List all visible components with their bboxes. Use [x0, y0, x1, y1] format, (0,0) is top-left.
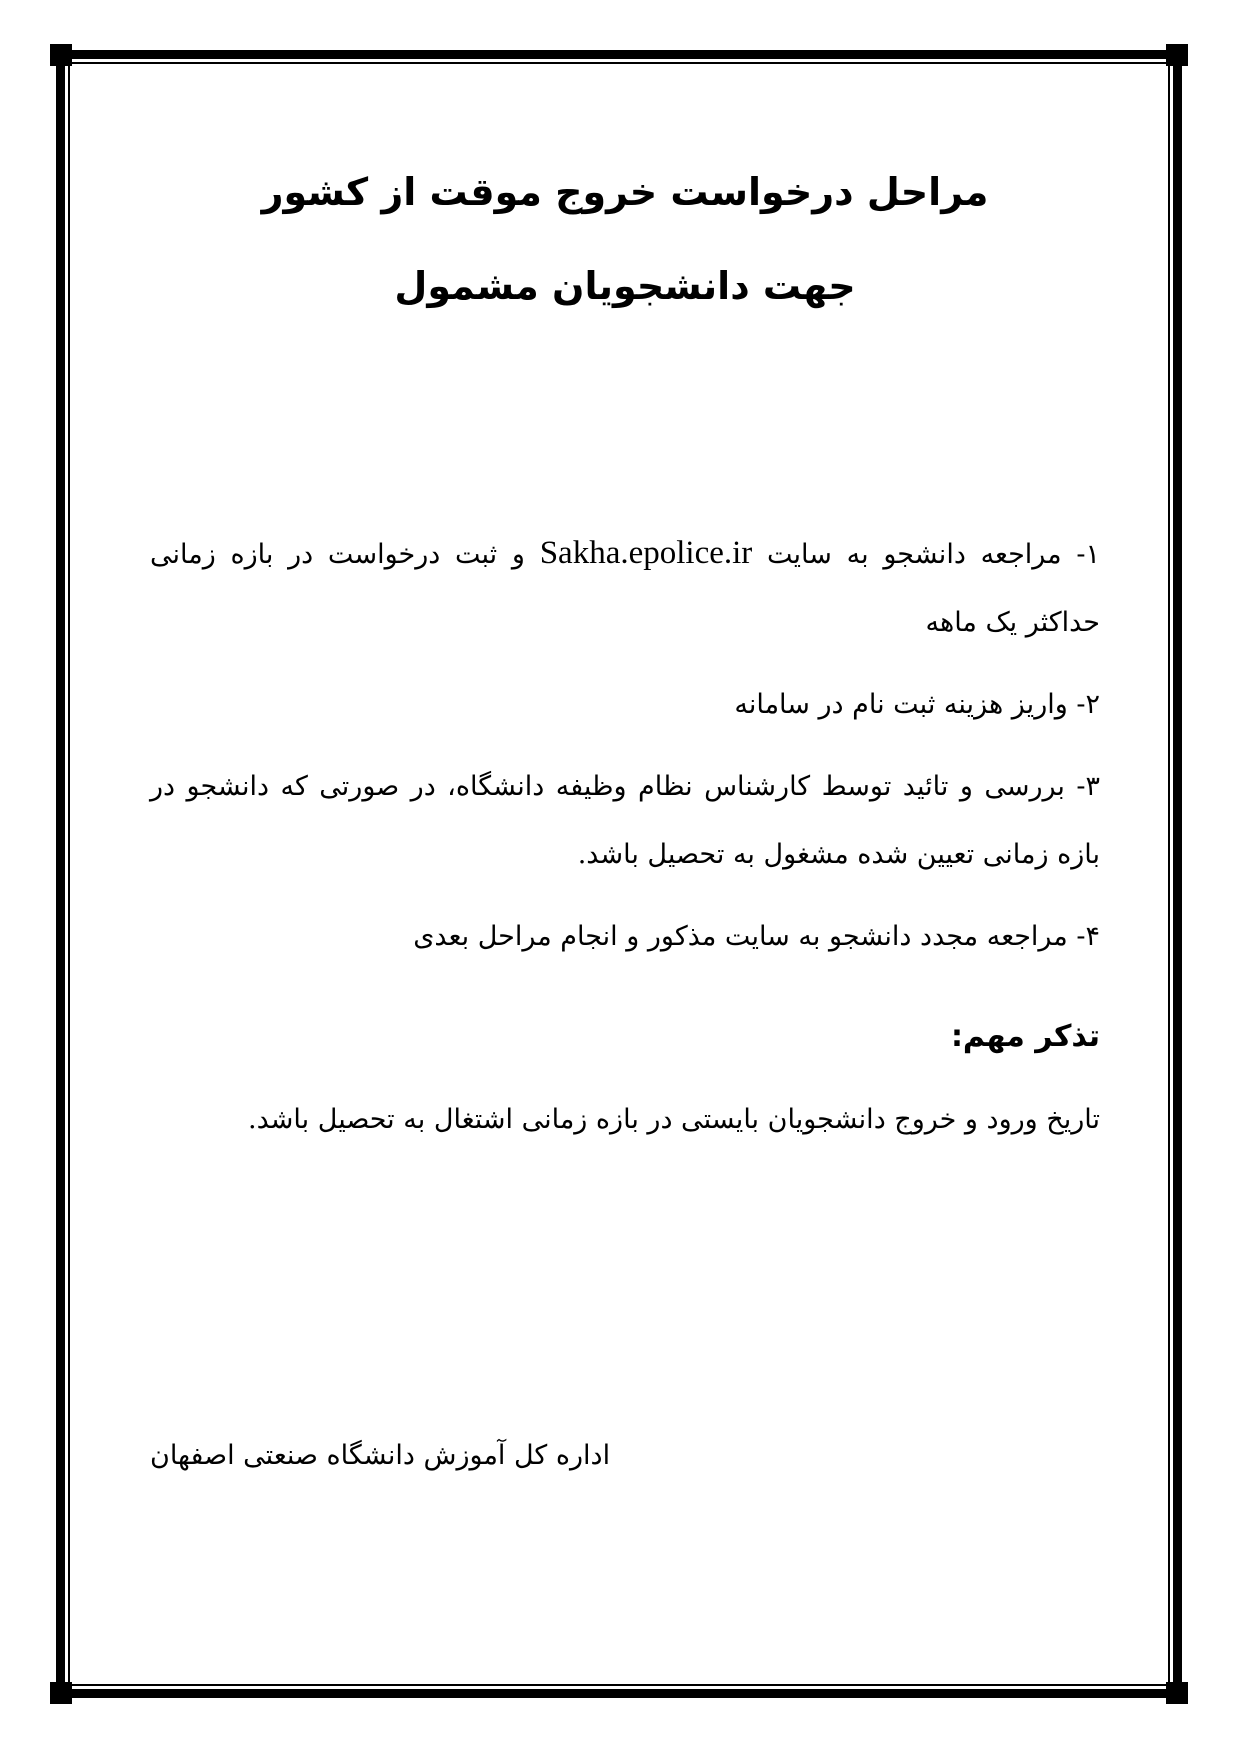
border-corner-bottom-left — [50, 1682, 72, 1704]
note-text: تاریخ ورود و خروج دانشجویان بایستی در بازه زمانی اشتغال به تحصیل باشد. — [248, 1104, 1100, 1136]
step-1-text-end: و ثبت درخواست در بازه زمانی حداکثر یک ماهه — [150, 539, 1100, 639]
signature-office: اداره کل آموزش دانشگاه صنعتی اصفهان — [150, 1440, 611, 1471]
step-1-website: Sakha.epolice.ir — [539, 535, 753, 572]
step-1-text-start: ۱- مراجعه دانشجو به سایت — [752, 539, 1101, 571]
step-2: ۲- واریز هزینه ثبت نام در سامانه — [734, 689, 1100, 721]
border-corner-top-right — [1166, 44, 1188, 66]
note-heading: تذکر مهم: — [950, 1019, 1100, 1055]
document-title: مراحل درخواست خروج موقت از کشور — [261, 170, 989, 214]
step-3: ۳- بررسی و تائید توسط کارشناس نظام وظیفه دانشگاه، در صورتی که دانشجو در بازه زمانی تعیین شده مشغول به تحصیل باشد. — [150, 771, 1100, 871]
document-subtitle: جهت دانشجویان مشمول — [394, 263, 856, 308]
border-corner-top-left — [50, 44, 72, 66]
document-body — [150, 150, 1100, 1150]
steps-list — [150, 519, 1100, 971]
border-corner-bottom-right — [1166, 1682, 1188, 1704]
step-1 — [150, 519, 1100, 657]
step-4: ۴- مراجعه مجدد دانشجو به سایت مذکور و انجام مراحل بعدی — [413, 921, 1100, 953]
